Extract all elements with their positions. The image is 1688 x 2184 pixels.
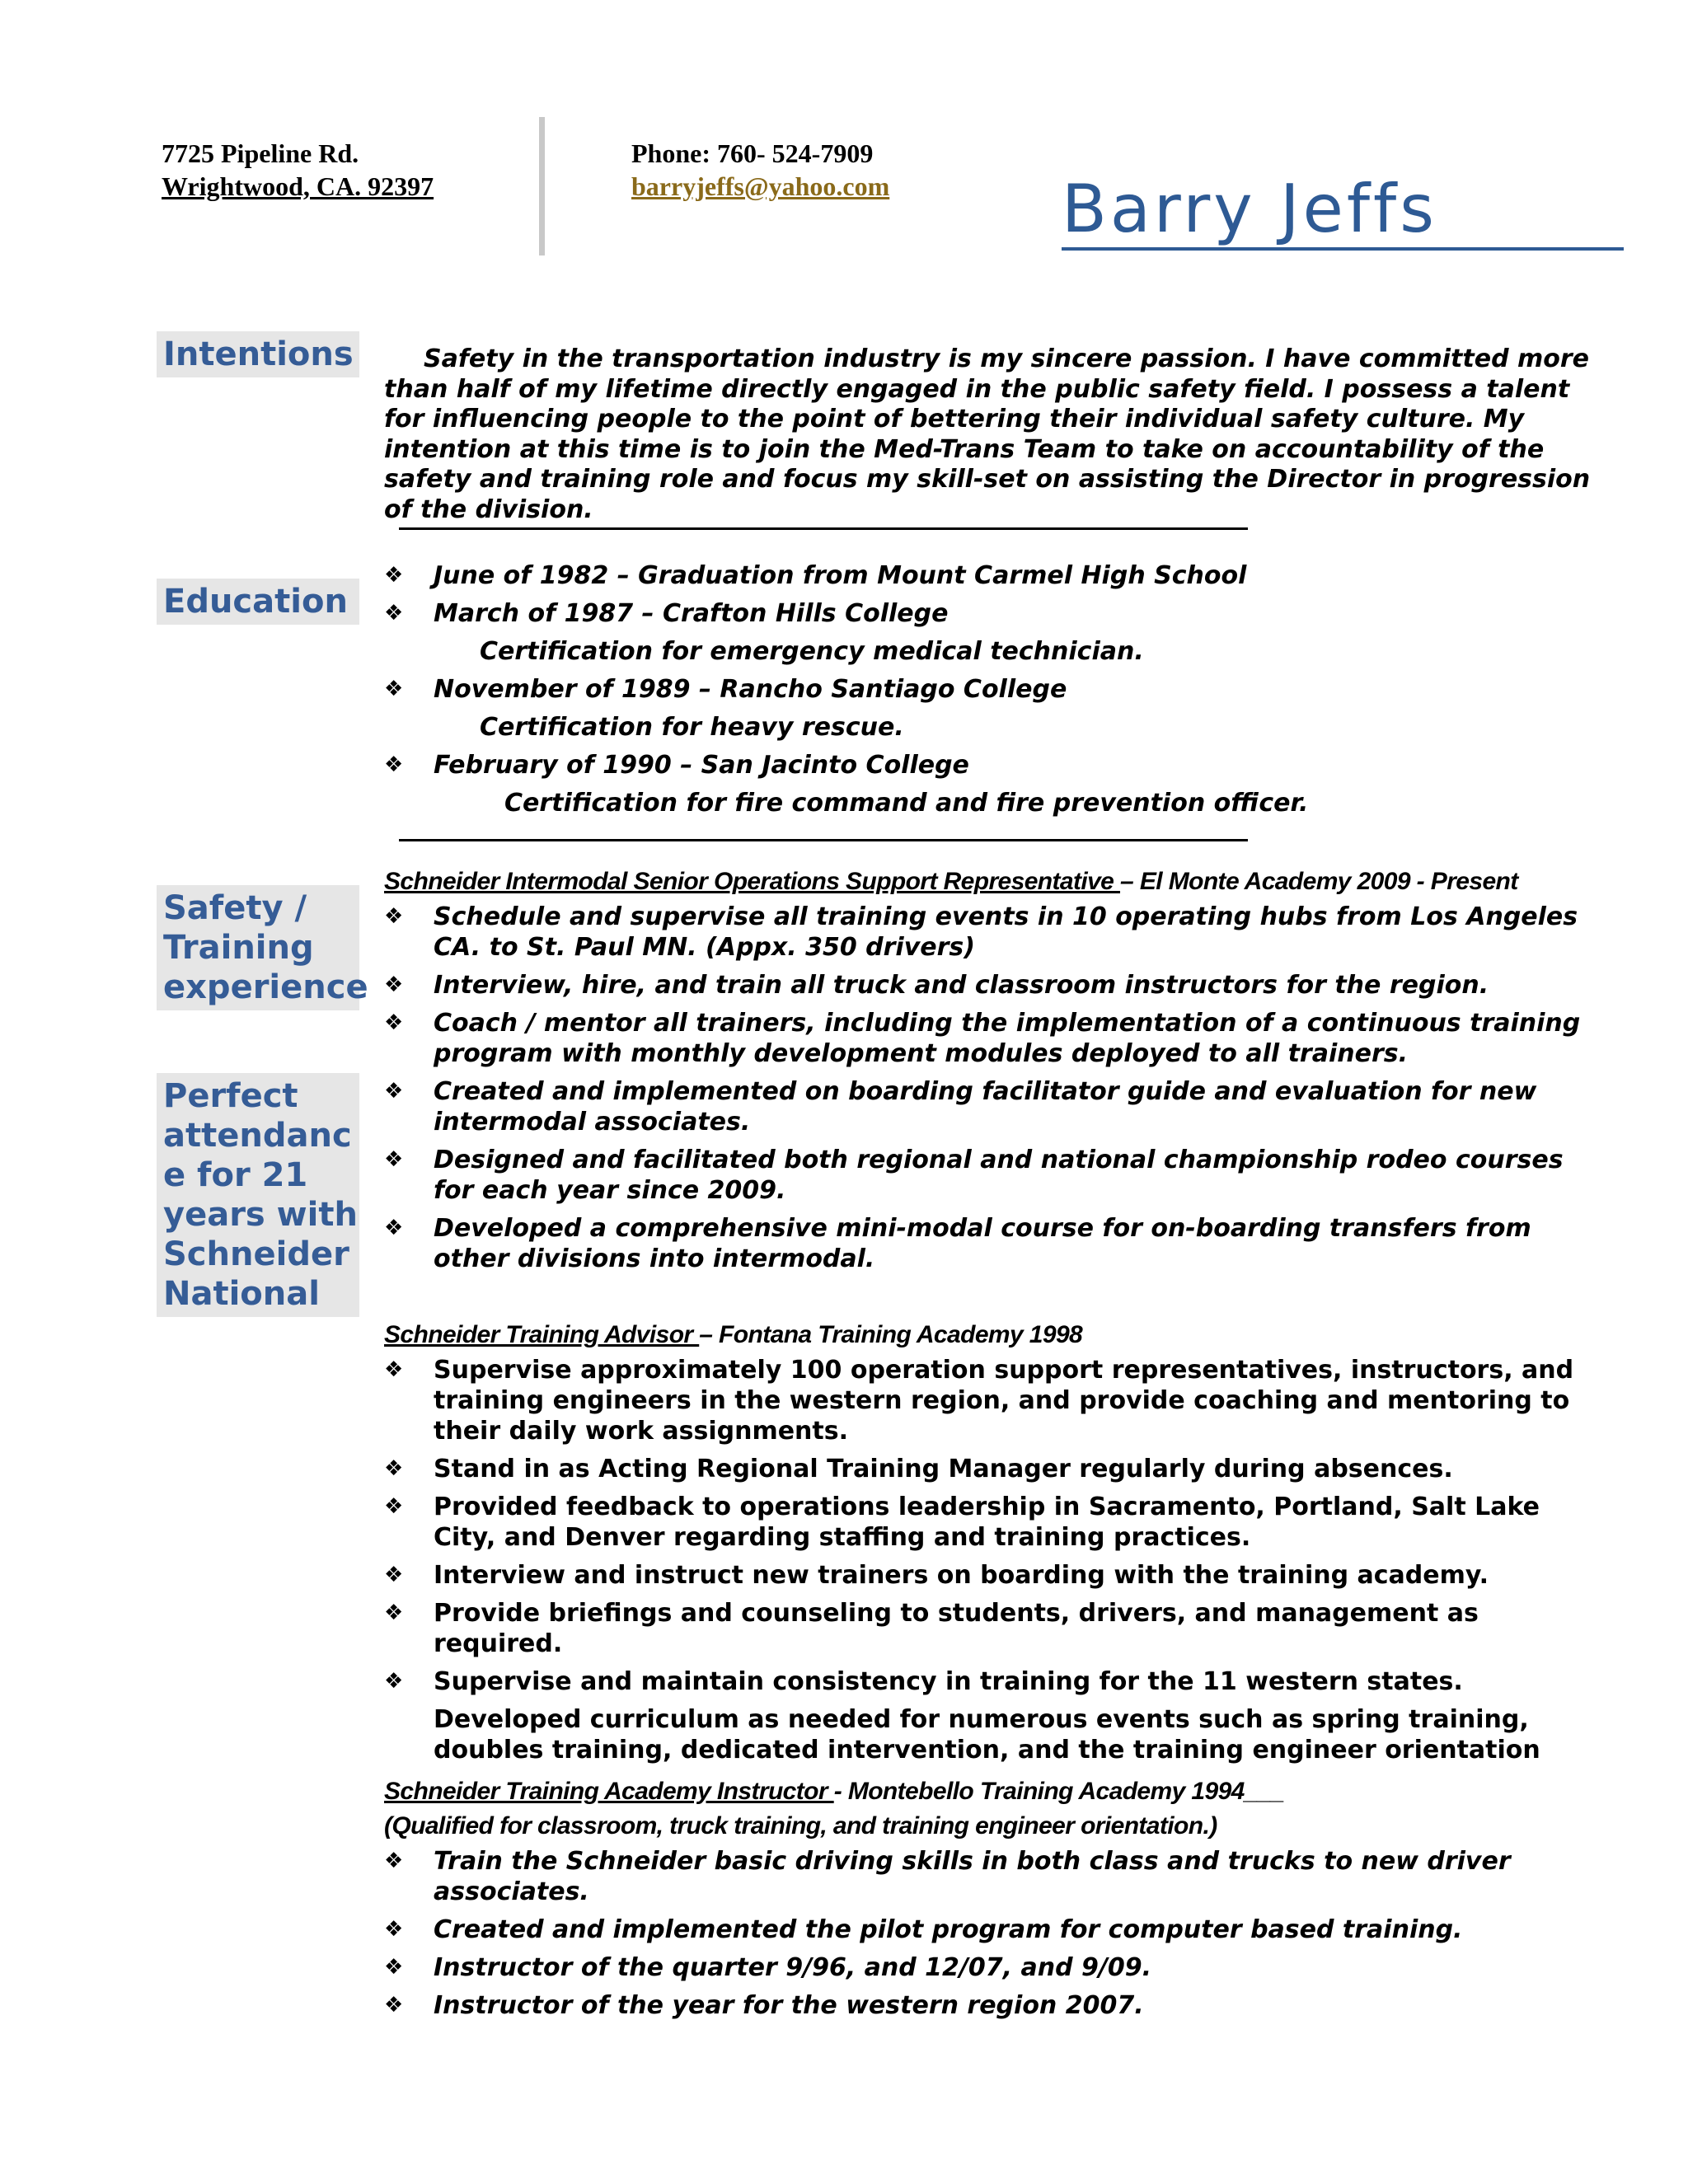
intentions-paragraph: Safety in the transportation industry is my sincere passion. I have committed more than half of my lifetime directly engaged in the public safety field. I possess a talent for influencing people to the point of bettering their individual safety culture. My intention at this time is to join the Med-Trans Team to take on accountability of the safety and training role and focus my skill-set on assisting the Director in progression of the division.: [384, 344, 1591, 524]
list-item: ❖ Designed and facilitated both regional and national championship rodeo courses for each year since 2009.: [384, 1146, 1564, 1205]
job-title: Schneider Intermodal Senior Operations Support Representative: [384, 868, 1121, 895]
list-item: ❖ Provided feedback to operations leadership in Sacramento, Portland, Salt Lake City, and Denver regarding staffing and training practices.: [384, 1493, 1540, 1552]
list-item: ❖ Created and implemented on boarding facilitator guide and evaluation for new intermodal associates.: [384, 1077, 1537, 1137]
list-item: ❖ June of 1982 – Graduation from Mount Carmel High School: [384, 561, 1247, 590]
label-line: e for 21: [163, 1156, 308, 1194]
contact-block: [631, 137, 889, 203]
diamond-bullet-icon: ❖: [384, 1563, 404, 1587]
diamond-bullet-icon: ❖: [384, 1849, 404, 1873]
education-list: [384, 560, 1604, 818]
diamond-bullet-icon: ❖: [384, 1917, 404, 1942]
education-certification: Certification for fire command and fire prevention officer.: [504, 789, 1309, 818]
label-line: Safety /: [163, 889, 307, 927]
section-label-intentions: Intentions: [157, 331, 359, 377]
diamond-bullet-icon: ❖: [384, 972, 404, 997]
list-item: ❖ Schedule and supervise all training events in 10 operating hubs from Los Angeles CA. to St. Paul MN. (Appx. 350 drivers): [384, 902, 1578, 962]
list-item: ❖ Interview, hire, and train all truck and classroom instructors for the region.: [384, 971, 1489, 1000]
list-item: ❖ Developed a comprehensive mini-modal course for on-boarding transfers from other divisions into intermodal.: [384, 1214, 1531, 1273]
diamond-bullet-icon: ❖: [384, 677, 404, 701]
candidate-name: Barry Jeffs: [1062, 171, 1624, 251]
label-line: experience: [163, 968, 368, 1006]
diamond-bullet-icon: ❖: [384, 1079, 404, 1104]
diamond-bullet-icon: ❖: [384, 1955, 404, 1980]
job-detail: – Fontana Training Academy 1998: [699, 1321, 1083, 1348]
list-item: ❖ Stand in as Acting Regional Training Manager regularly during absences.: [384, 1455, 1453, 1483]
list-item: ❖ Instructor of the year for the western region 2007.: [384, 1991, 1144, 2020]
list-item: ❖ November of 1989 – Rancho Santiago College: [384, 675, 1067, 704]
job-title: Schneider Training Academy Instructor: [384, 1778, 834, 1805]
diamond-bullet-icon: ❖: [384, 1456, 404, 1481]
diamond-bullet-icon: ❖: [384, 904, 404, 929]
job-heading: [384, 1777, 1604, 1807]
address-block: [162, 137, 434, 203]
header-divider: [539, 117, 545, 255]
list-item: ❖ Instructor of the quarter 9/96, and 12/07, and 9/09.: [384, 1953, 1151, 1982]
label-line: National: [163, 1275, 320, 1313]
section-label-attendance: [157, 1073, 359, 1317]
section-rule: [399, 839, 1248, 841]
list-item: ❖ Coach / mentor all trainers, including the implementation of a continuous training program with monthly development modules deployed to all trainers.: [384, 1009, 1581, 1068]
job-entry: [384, 1320, 1604, 1765]
list-item: ❖ Interview and instruct new trainers on boarding with the training academy.: [384, 1561, 1489, 1590]
label-line: attendanc: [163, 1117, 352, 1155]
email-link[interactable]: barryjeffs@yahoo.com: [631, 171, 890, 201]
diamond-bullet-icon: ❖: [384, 601, 404, 626]
diamond-bullet-icon: ❖: [384, 563, 404, 588]
diamond-bullet-icon: ❖: [384, 1216, 404, 1240]
section-label-safety-training: [157, 885, 368, 1010]
address-line-1: 7725 Pipeline Rd.: [162, 138, 359, 168]
list-item: ❖ Provide briefings and counseling to students, drivers, and management as required.: [384, 1599, 1479, 1658]
job-entry: [384, 867, 1604, 1274]
diamond-bullet-icon: ❖: [384, 1010, 404, 1035]
job-title: Schneider Training Advisor: [384, 1321, 700, 1348]
job-detail: – El Monte Academy 2009 - Present: [1120, 868, 1518, 895]
diamond-bullet-icon: ❖: [384, 1669, 404, 1694]
job-note: (Qualified for classroom, truck training, and training engineer orientation.): [384, 1812, 1217, 1840]
job-heading: [384, 867, 1604, 897]
diamond-bullet-icon: ❖: [384, 1357, 404, 1382]
diamond-bullet-icon: ❖: [384, 1147, 404, 1172]
list-item: ❖ Created and implemented the pilot program for computer based training.: [384, 1915, 1463, 1944]
section-label-education: Education: [157, 579, 359, 625]
label-line: Training: [163, 929, 314, 967]
list-item: Developed curriculum as needed for numerous events such as spring training, doubles training, dedicated intervention, and the training engineer orientation: [434, 1705, 1540, 1765]
education-certification: Certification for heavy rescue.: [480, 713, 904, 742]
label-line: years with: [163, 1196, 358, 1234]
list-item: ❖ February of 1990 – San Jacinto College: [384, 751, 969, 780]
job-detail: - Montebello Training Academy 1994___: [833, 1778, 1285, 1805]
label-line: Schneider: [163, 1235, 349, 1273]
job-entry: [384, 1777, 1604, 2021]
list-item: ❖ Train the Schneider basic driving skills in both class and trucks to new driver associates.: [384, 1847, 1511, 1906]
diamond-bullet-icon: ❖: [384, 1494, 404, 1519]
list-item: ❖ Supervise and maintain consistency in training for the 11 western states.: [384, 1667, 1463, 1696]
list-item: ❖ Supervise approximately 100 operation support representatives, instructors, and training engineers in the western region, and provide coaching and mentoring to their daily work assignments.: [384, 1356, 1574, 1446]
diamond-bullet-icon: ❖: [384, 1601, 404, 1625]
address-line-2: Wrightwood, CA. 92397: [162, 171, 434, 201]
diamond-bullet-icon: ❖: [384, 752, 404, 777]
section-rule: [399, 527, 1248, 530]
job-heading: [384, 1320, 1604, 1350]
education-certification: Certification for emergency medical technician.: [480, 637, 1144, 666]
diamond-bullet-icon: ❖: [384, 1993, 404, 2018]
label-line: Perfect: [163, 1077, 298, 1115]
phone-number: Phone: 760- 524-7909: [631, 138, 874, 168]
list-item: ❖ March of 1987 – Crafton Hills College: [384, 599, 949, 628]
